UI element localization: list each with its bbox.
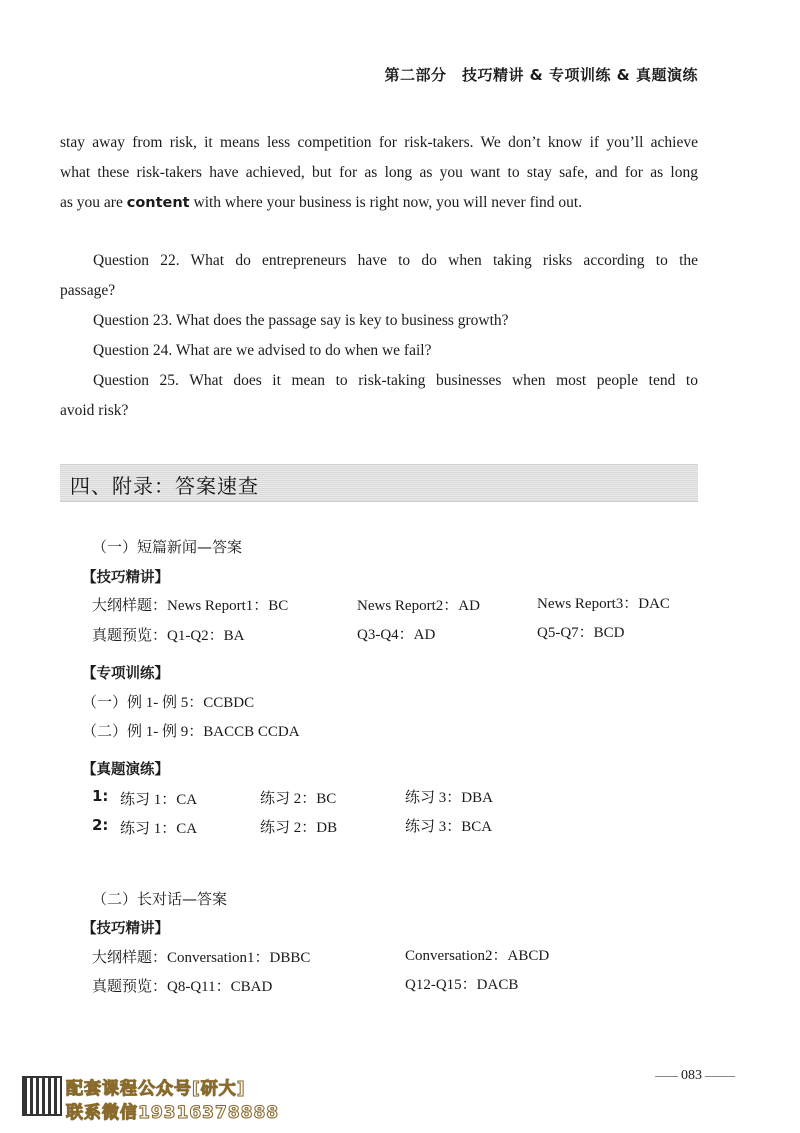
- answer-cell: 练习 2：BC: [260, 791, 337, 807]
- watermark-line: 联系微信19316378888: [66, 1103, 280, 1123]
- part1-skills-tag: 【技巧精讲】: [82, 570, 169, 586]
- answer-cell: 练习 2：DB: [260, 820, 338, 836]
- question-23: Question 23. What does the passage say is key to business growth?: [93, 312, 509, 329]
- answer-cell: News Report3：DAC: [537, 596, 670, 612]
- answer-cell: Q5-Q7：BCD: [537, 625, 625, 641]
- answer-cell: 练习 3：DBA: [405, 790, 493, 806]
- question-25: Question 25. What does it mean to risk-taking businesses when most people tend to: [93, 372, 698, 389]
- question-22-cont: passage?: [60, 282, 116, 299]
- passage-line: stay away from risk, it means less competition for risk-takers. We don’t know if you’ll achieve: [60, 134, 698, 151]
- watermark-line: 配套课程公众号[研大]: [66, 1079, 246, 1099]
- question-24: Question 24. What are we advised to do when we fail?: [93, 342, 432, 359]
- question-25-cont: avoid risk?: [60, 402, 129, 419]
- exam-row-number: 1:: [92, 787, 109, 805]
- passage-text: [60, 128, 698, 218]
- part2-skills-tag: 【技巧精讲】: [82, 921, 169, 937]
- answer-cell: Q3-Q4：AD: [357, 627, 436, 643]
- answer-cell: 练习 3：BCA: [405, 819, 493, 835]
- section-title: 四、附录：答案速查: [70, 474, 259, 498]
- answer-cell: Conversation2：ABCD: [405, 948, 550, 964]
- part2-title: （二）长对话—答案: [92, 890, 228, 908]
- answer-cell: 真题预览：Q8-Q11：CBAD: [92, 979, 273, 995]
- passage-line: [60, 188, 698, 218]
- answer-cell: 大纲样题：Conversation1：DBBC: [92, 950, 311, 966]
- training-line: （一）例 1- 例 5：CCBDC: [82, 695, 255, 711]
- question-list: [60, 246, 698, 426]
- answer-cell: Q12-Q15：DACB: [405, 977, 519, 993]
- section-heading-bar: [60, 464, 698, 502]
- bold-word: content: [126, 195, 190, 211]
- passage-line: what these risk-takers have achieved, but for as long as you want to stay safe, and for as long: [60, 164, 698, 181]
- part1-title: （一）短篇新闻—答案: [92, 538, 243, 556]
- passage-segment: as you are: [60, 194, 127, 211]
- passage-segment: with where your business is right now, you will never find out.: [189, 194, 583, 211]
- question-22: Question 22. What do entrepreneurs have to do when taking risks according to the: [93, 252, 698, 269]
- running-header: 第二部分 技巧精讲 & 专项训练 & 真题演练: [384, 66, 698, 84]
- answer-cell: 大纲样题：News Report1：BC: [92, 598, 289, 614]
- answer-cell: 练习 1：CA: [120, 821, 198, 837]
- exam-row-number: 2:: [92, 816, 109, 834]
- training-line: （二）例 1- 例 9：BACCB CCDA: [82, 724, 300, 740]
- part1-exam-tag: 【真题演练】: [82, 762, 169, 778]
- answer-cell: 练习 1：CA: [120, 792, 198, 808]
- qr-code-icon: [22, 1076, 62, 1116]
- part1-training-tag: 【专项训练】: [82, 666, 169, 682]
- page-number: 083: [678, 1068, 705, 1084]
- answer-cell: 真题预览：Q1-Q2：BA: [92, 628, 245, 644]
- answer-cell: News Report2：AD: [357, 598, 480, 614]
